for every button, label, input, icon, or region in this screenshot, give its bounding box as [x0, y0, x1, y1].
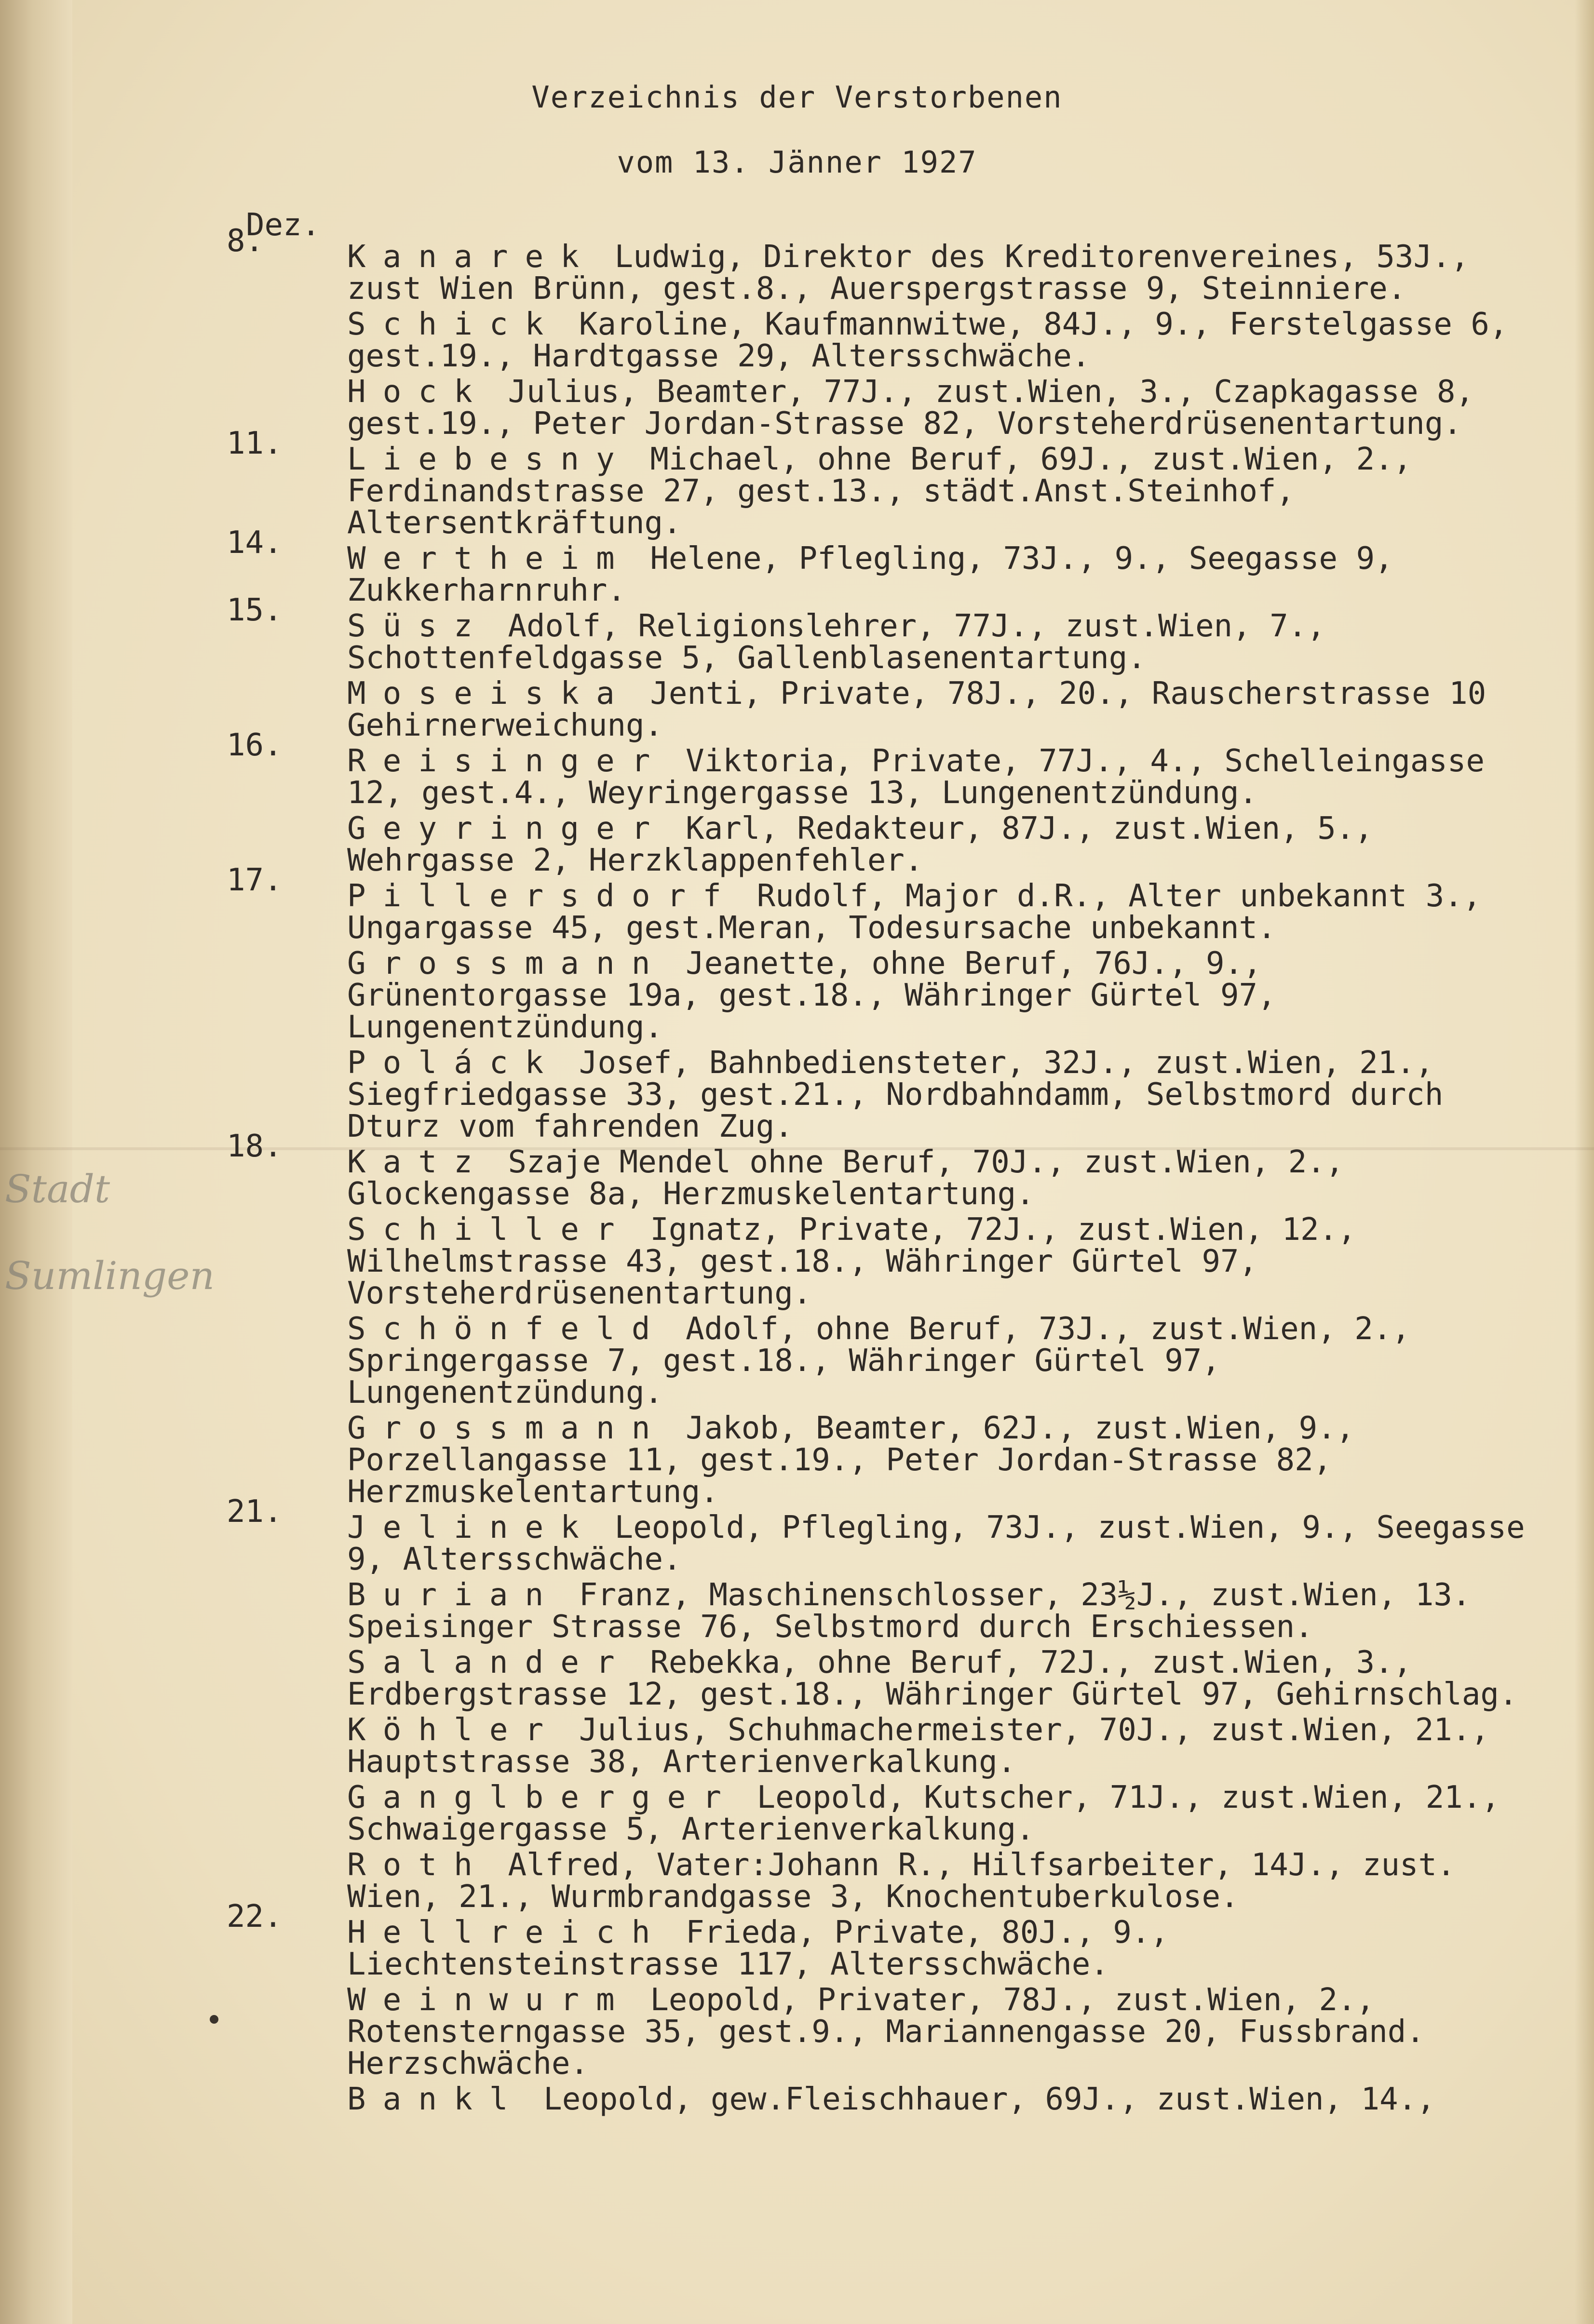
entry-text [347, 1714, 1538, 1778]
entry-details: Frieda, Private, 80J., 9., Liechtensteinstrasse 117, Altersschwäche. [347, 1915, 1169, 1982]
entry-surname: Grossmann [347, 1411, 667, 1446]
register-entry [236, 309, 1538, 372]
register-entry [236, 1047, 1538, 1142]
entry-text [347, 1647, 1538, 1710]
entry-surname: Süsz [347, 608, 489, 644]
entry-text [347, 880, 1538, 944]
month-label: Dez. [246, 207, 321, 243]
entry-surname: Katz [347, 1144, 489, 1180]
entry-details: Adolf, Religionslehrer, 77J., zust.Wien, 7., Schottenfeldgasse 5, Gallenblasenentartung. [347, 608, 1325, 676]
entry-surname: Köhler [347, 1712, 561, 1748]
register-entry: 15. Süsz Adolf, Religionslehrer, 77J., zust.Wien, 7., Schottenfeldgasse 5, Gallenblasenentartung. [236, 610, 1538, 674]
entry-surname: Poláck [347, 1045, 561, 1081]
entry-text [347, 1047, 1538, 1142]
entry-text [347, 2083, 1538, 2115]
entry-surname: Kanarek [347, 239, 596, 275]
entry-details: Leopold, Kutscher, 71J., zust.Wien, 21., Schwaigergasse 5, Arterienverkalkung. [347, 1780, 1500, 1847]
entry-surname: Schönfeld [347, 1311, 667, 1347]
register-entry: 21. Jelinek Leopold, Pflegling, 73J., zust.Wien, 9., Seegasse 9, Altersschwäche. [236, 1512, 1538, 1575]
register-entry [236, 2083, 1538, 2115]
entry-text [347, 1214, 1538, 1309]
register-entry [236, 1647, 1538, 1710]
document-title: Verzeichnis der Verstorbenen [531, 80, 1063, 115]
entry-details: Leopold, Privater, 78J., zust.Wien, 2., Rotensterngasse 35, gest.9., Mariannengasse 20, Fussbrand. Herzschwäche. [347, 1982, 1425, 2082]
entry-details: Helene, Pflegling, 73J., 9., Seegasse 9, Zukkerharnruhr. [347, 541, 1393, 608]
entry-text [347, 610, 1538, 674]
entry-text [347, 1849, 1538, 1913]
register-entry [236, 813, 1538, 876]
register-entry: 8. Kanarek Ludwig, Direktor des Kreditorenvereines, 53J., zust Wien Brünn, gest.8., Auerspergstrasse 9, Steinniere. [236, 241, 1538, 305]
entry-details: Viktoria, Private, 77J., 4., Schelleingasse 12, gest.4., Weyringergasse 13, Lungenentzündung. [347, 743, 1485, 811]
entry-surname: Roth [347, 1847, 489, 1883]
entry-text [347, 1579, 1538, 1643]
entry-surname: Ganglberger [347, 1780, 739, 1815]
entry-text [347, 543, 1538, 606]
entry-surname: Wertheim [347, 541, 632, 577]
entry-details: Josef, Bahnbediensteter, 32J., zust.Wien, 21., Siegfriedgasse 33, gest.21., Nordbahndamm, Selbstmord durch Dturz vom fahrenden Zug. [347, 1045, 1444, 1144]
register-entry [236, 678, 1538, 741]
entry-details: Jenti, Private, 78J., 20., Rauscherstrasse 10 Gehirnerweichung. [347, 676, 1486, 743]
entry-text [347, 1146, 1538, 1210]
register-entry [236, 1313, 1538, 1409]
binding-spine [0, 0, 72, 2324]
register-entry [236, 1849, 1538, 1913]
entry-text [347, 745, 1538, 809]
entry-surname: Pillersdorf [347, 878, 739, 914]
entry-details: Jeanette, ohne Beruf, 76J., 9., Grünentorgasse 19a, gest.18., Währinger Gürtel 97, Lungenentzündung. [347, 946, 1276, 1045]
register-entry: 22. Hellreich Frieda, Private, 80J., 9., Liechtensteinstrasse 117, Altersschwäche. [236, 1917, 1538, 1980]
entry-surname: Jelinek [347, 1510, 596, 1545]
entry-text [347, 1984, 1538, 2080]
entry-details: Julius, Beamter, 77J., zust.Wien, 3., Czapkagasse 8, gest.19., Peter Jordan-Strasse 82, Vorsteherdrüsenentartung. [347, 374, 1474, 442]
entry-surname: Reisinger [347, 743, 667, 779]
entry-details: Franz, Maschinenschlosser, 23½J., zust.Wien, 13. Speisinger Strasse 76, Selbstmord durch Erschiessen. [347, 1577, 1471, 1645]
entry-surname: Liebesny [347, 442, 632, 477]
entry-surname: Grossmann [347, 946, 667, 981]
entry-surname: Weinwurm [347, 1982, 632, 2018]
entry-details: Rebekka, ohne Beruf, 72J., zust.Wien, 3., Erdbergstrasse 12, gest.18., Währinger Gürtel 97, Gehirnschlag. [347, 1645, 1518, 1712]
entry-text [347, 813, 1538, 876]
entry-surname: Geyringer [347, 811, 667, 846]
entry-surname: Schiller [347, 1212, 632, 1248]
ink-dot [210, 2015, 218, 2024]
entry-details: Jakob, Beamter, 62J., zust.Wien, 9., Porzellangasse 11, gest.19., Peter Jordan-Strasse 82, Herzmuskelentartung. [347, 1411, 1355, 1510]
entry-details: Karoline, Kaufmannwitwe, 84J., 9., Ferstelgasse 6, gest.19., Hardtgasse 29, Altersschwäche. [347, 307, 1508, 374]
register-entry [236, 376, 1538, 440]
entry-surname: Moseiska [347, 676, 632, 712]
entry-surname: Bankl [347, 2082, 525, 2117]
entry-details: Karl, Redakteur, 87J., zust.Wien, 5., Wehrgasse 2, Herzklappenfehler. [347, 811, 1373, 878]
entry-text [347, 1512, 1538, 1575]
entry-surname: Hock [347, 374, 489, 410]
entry-text [347, 443, 1538, 539]
entry-surname: Schick [347, 307, 561, 342]
entry-text [347, 948, 1538, 1043]
document-date: vom 13. Jänner 1927 [617, 145, 977, 180]
entry-details: Szaje Mendel ohne Beruf, 70J., zust.Wien, 2., Glockengasse 8a, Herzmuskelentartung. [347, 1144, 1344, 1212]
register-entry [236, 1714, 1538, 1778]
entry-text [347, 309, 1538, 372]
register-entry: 17. Pillersdorf Rudolf, Major d.R., Alter unbekannt 3., Ungargasse 45, gest.Meran, Todesursache unbekannt. [236, 880, 1538, 944]
register-entry [236, 1579, 1538, 1643]
register-entry [236, 1782, 1538, 1845]
entry-details: Michael, ohne Beruf, 69J., zust.Wien, 2., Ferdinandstrasse 27, gest.13., städt.Anst.Steinhof, Altersentkräftung. [347, 442, 1412, 541]
register-entry: 11. Liebesny Michael, ohne Beruf, 69J., zust.Wien, 2., Ferdinandstrasse 27, gest.13., städt.Anst.Steinhof, Altersentkräftung. [236, 443, 1538, 539]
entry-details: Julius, Schuhmachermeister, 70J., zust.Wien, 21., Hauptstrasse 38, Arterienverkalkung. [347, 1712, 1489, 1780]
margin-note: Stadt [5, 1167, 110, 1211]
entry-details: Alfred, Vater:Johann R., Hilfsarbeiter, 14J., zust. Wien, 21., Wurmbrandgasse 3, Knochentuberkulose. [347, 1847, 1456, 1915]
entry-details: Ignatz, Private, 72J., zust.Wien, 12., Wilhelmstrasse 43, gest.18., Währinger Gürtel 97, Vorsteherdrüsenentartung. [347, 1212, 1356, 1311]
register-entry [236, 948, 1538, 1043]
register-entry: 14. Wertheim Helene, Pflegling, 73J., 9., Seegasse 9, Zukkerharnruhr. [236, 543, 1538, 606]
entry-text [347, 1412, 1538, 1508]
register-entry [236, 1214, 1538, 1309]
entry-details: Adolf, ohne Beruf, 73J., zust.Wien, 2., Springergasse 7, gest.18., Währinger Gürtel 97, Lungenentzündung. [347, 1311, 1410, 1411]
entry-details: Ludwig, Direktor des Kreditorenvereines, 53J., zust Wien Brünn, gest.8., Auerspergstrasse 9, Steinniere. [347, 239, 1470, 307]
entry-text [347, 241, 1538, 305]
page-edge [1575, 0, 1594, 2324]
entry-surname: Salander [347, 1645, 632, 1680]
entry-details: Rudolf, Major d.R., Alter unbekannt 3., Ungargasse 45, gest.Meran, Todesursache unbekannt. [347, 878, 1482, 946]
entry-text [347, 1782, 1538, 1845]
entry-surname: Burian [347, 1577, 561, 1613]
entry-text [347, 376, 1538, 440]
entry-text [347, 1917, 1538, 1980]
entry-details: Leopold, gew.Fleischhauer, 69J., zust.Wien, 14., [525, 2082, 1435, 2117]
register-entry [236, 1984, 1538, 2080]
margin-note: Sumlingen [5, 1253, 215, 1298]
register-entry: 16. Reisinger Viktoria, Private, 77J., 4., Schelleingasse 12, gest.4., Weyringergasse 13, Lungenentzündung. [236, 745, 1538, 809]
entry-text [347, 678, 1538, 741]
register-entry [236, 1412, 1538, 1508]
entry-details: Leopold, Pflegling, 73J., zust.Wien, 9., Seegasse 9, Altersschwäche. [347, 1510, 1525, 1577]
entry-surname: Hellreich [347, 1915, 667, 1950]
register-entry: 18. Katz Szaje Mendel ohne Beruf, 70J., zust.Wien, 2., Glockengasse 8a, Herzmuskelentartung. [236, 1146, 1538, 1210]
entry-text [347, 1313, 1538, 1409]
